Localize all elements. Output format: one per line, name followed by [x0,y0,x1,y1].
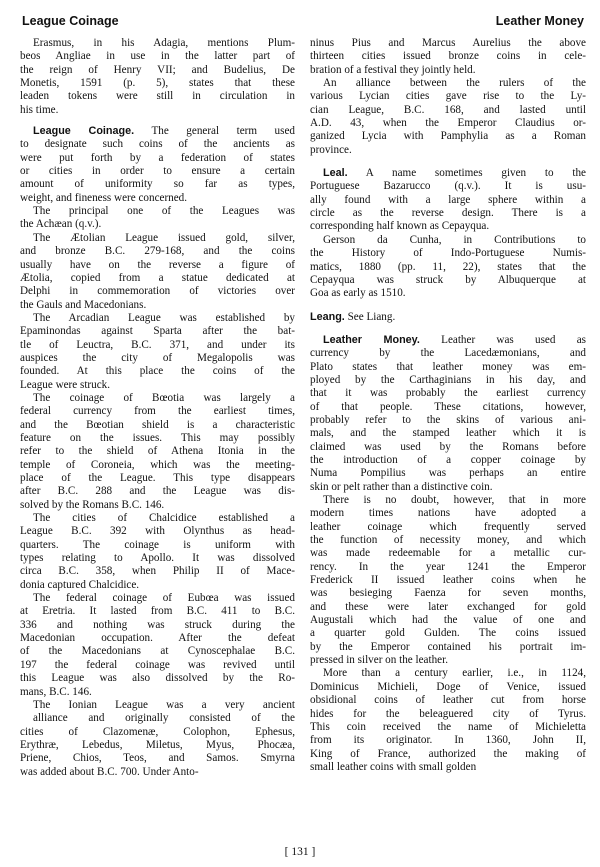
left_column-text-line: alliance and originally consisted of the [33,712,295,725]
left_column-text-line: founded. At this place the coins of the [20,365,295,378]
left_column-text-line: leaden tokens were still in circulation in [20,90,295,103]
right_column-text-line: Portuguese Bazarucco (q.v.). It is usu- [310,180,586,193]
entry-headword: League Coinage. [33,125,135,138]
right_column-text-line: Gerson da Cunha, in Contributions to [323,233,586,246]
right_column-text-line: More than a century earlier, i.e., in 1124, [323,667,586,680]
left_column-text-line: his time. [20,103,59,116]
entry-headword: Leang. [310,310,345,323]
left_column-text-line: federal currency from the earliest times, [20,405,295,418]
paragraph-spacer [20,117,295,125]
left_column-text-line: place of the League. This type disappears [20,472,295,484]
left_column-text-line: the Gauls and Macedonians. [20,298,147,311]
right_column-text-line: There is no doubt, however, that in more [323,494,586,506]
right_column-text-line: the function of necessity money, and which [310,534,586,547]
right_column-text-line: ganized Lycia with Pamphylia as a Roman [310,130,586,143]
left_column-text-line: quarters. The coinage is uniform with [20,538,295,551]
right_column-text-line: circle as the reverse design. There is a [310,207,586,220]
right_column-text-line: thirteen cities issued bronze coins in cele- [310,50,586,63]
right_column-text-line: rency. In the year 1241 the Emperor [310,560,586,573]
right_column-text-line: Plato states that leather money was em- [310,360,586,373]
left_column-text-line: the reign of Henry VII; and Budelius, De [20,63,295,76]
left_column-text-line: auspices the city of Megalopolis was [20,351,295,364]
left-column [20,37,295,779]
right_column-text-line: from its originator. In 1360, John II, [310,734,586,747]
left_column-text-line: 197 the federal coinage was revived until [20,658,295,671]
right_column-text-line: An alliance between the rulers of the [323,77,586,90]
right_column-text-line: the introduction of a copper coinage by [310,453,586,466]
left_column-text-line: mans, B.C. 146. [20,685,92,698]
left_column-text-line: circa B.C. 358, when Philip II of Mace- [20,565,295,578]
right_column-text-line: was besieging Faenza for seven months, [310,587,586,600]
running-header [22,14,584,32]
left_column-text-line: and the Bœotian shield is a characteristic [20,418,295,431]
right_column-text-line: ally found with a large sphere within a [310,193,586,206]
right_column-text-line: leather coinage which frequently served [310,520,586,533]
right_column-text-line: This coin received the name of Michieletta [310,720,586,733]
left_column-text-line: The coinage of Bœotia was largely a [33,391,295,404]
entry-headword: Leal. [323,167,348,180]
left_column-text-line: amount of uniformity so far as types, [20,178,295,191]
paragraph-spacer [310,324,586,334]
right_column-text-line: ployed by the Carthaginians in his day, and [310,373,586,386]
left_column-text-line: Delphi in commemoration of victories over [20,285,295,298]
left_column-text-line: Ætolia, copied from a statue dedicated at [20,271,295,284]
right_column-text-line: hides for the beleaguered city of Tyrus. [310,707,586,720]
right_column-text-line: skin or pelt rather than a distinctive coin. [310,480,493,493]
left_column-text-line: The cities of Chalcidice established a [33,512,295,525]
left_column-text-line: beos Angliae in use in the latter part of [20,50,295,63]
right_column-text-line: claimed was used by the Romans before [310,440,586,453]
right_column-text-line: Cepayqua was struck by Albuquerque at [310,273,586,286]
entry-headword: Leather Money. [323,333,420,346]
left_column-text-line: Priene, Chios, Teos, and Samos. Smyrna [20,752,295,765]
left_column-text-line: the Achæan (q.v.). [20,218,102,231]
header-left-title: League Coinage [22,14,119,28]
right_column-text-line: Leang. See Liang. [310,310,396,323]
right_column-text-line: that it was probably the earliest currency [310,387,586,400]
header-right-title: Leather Money [495,14,584,28]
right_column-text-line: King of France, authorized the making of [310,747,586,760]
paragraph-spacer [310,157,586,167]
left_column-text-line: or cities in order to ensure a certain [20,165,295,178]
left_column-text-line: this League was also dissolved by the Ro- [20,672,295,685]
left_column-text-line: tle of Leuctra, B.C. 371, and under its [20,338,295,351]
left_column-text-line: of the Macedonians at Cynoscephalae B.C. [20,645,295,658]
left_column-text-line: usually have on the reverse a figure of [20,258,295,271]
right_column-text-line: various Lycian cities gave rise to the Ly- [310,90,586,103]
right_column-text-line: of that people. These citations, however, [310,400,586,413]
right_column-text-line: currency by the Lacedæmonians, and [310,347,586,360]
left_column-text-line: was added about B.C. 700. Under Anto- [20,765,199,778]
left_column-text-line: League Coinage. The general term used [33,125,295,138]
right_column-text-line: Leal. A name sometimes given to the [323,167,586,180]
left_column-text-line: League B.C. 392 with Olynthus as head- [20,525,295,538]
left_column-text-line: cities of Clazomenæ, Colophon, Ephesus, [20,725,295,738]
right_column-text-line: a quarter gold Gulden. The coins issued [310,627,586,640]
left_column-text-line: and bronze B.C. 279-168, and the coins [20,245,295,258]
right_column-text-line: pressed in silver on the leather. [310,654,448,667]
right_column-text-line: Frederick II issued leather coins when he [310,574,586,587]
left_column-text-line: refer to the shield of Athena Itonia in the [20,445,295,458]
right_column-text-line: the History of Indo-Portuguese Numis- [310,247,586,260]
left_column-text-line: Epaminondas against Sparta after the bat- [20,325,295,338]
left_column-text-line: solved by the Romans B.C. 146. [20,498,165,511]
right_column-text-line: Goa as early as 1510. [310,287,406,300]
right-column [310,37,586,774]
left_column-text-line: The Arcadian League was established by [33,311,295,324]
right_column-text-line: Dominicus Michieli, Doge of Venice, issued [310,680,586,693]
right_column-text-line: bration of a festival they jointly held. [310,63,476,76]
right_column-text-line: by the Emperor contained his portrait im- [310,640,586,653]
right_column-text-line: obsidional coins of leather cut from horse [310,694,586,707]
right_column-text-line: and these were later exchanged for gold [310,600,586,613]
right_column-text-line: A.D. 43, when the Emperor Claudius or- [310,117,586,130]
left_column-text-line: were put forth by a federation of states [20,151,295,164]
right_column-text-line: probably refer to the skins of various ani- [310,413,586,426]
left_column-text-line: weight, and fineness were concerned. [20,191,188,204]
left_column-text-line: The principal one of the Leagues was [33,205,295,218]
paragraph-spacer [310,301,586,311]
left_column-text-line: donia captured Chalcidice. [20,578,140,591]
right_column-text-line: was made redeemable for a metallic cur- [310,547,586,560]
left_column-text-line: Erasmus, in his Adagia, mentions Plum- [33,37,295,49]
left_column-text-line: Monetis, 1591 (p. 5), states that these [20,77,295,90]
left_column-text-line: after B.C. 288 and the League was dis- [20,485,295,498]
right_column-text-line: Leather Money. Leather was used as [323,333,586,346]
left_column-text-line: temple of Coroneia, which was the meeting- [20,458,295,471]
page-number: [ 131 ] [284,846,316,858]
right_column-text-line: Augustali which had the value of one and [310,614,586,627]
right_column-text-line: province. [310,143,352,156]
right_column-text-line: cian League, B.C. 168, and lasted until [310,103,586,116]
left_column-text-line: The Ionian League was a very ancient [33,698,295,711]
left_column-text-line: 336 and nothing was struck during the [20,618,295,631]
left_column-text-line: types relating to Apollo. It was dissolved [20,552,295,565]
right_column-text-line: ninus Pius and Marcus Aurelius the above [310,37,586,49]
left_column-text-line: The Ætolian League issued gold, silver, [33,231,295,244]
right_column-text-line: small leather coins with small golden [310,760,477,773]
left_column-text-line: The federal coinage of Eubœa was issued [33,592,295,605]
left_column-text-line: League were struck. [20,378,111,391]
left_column-text-line: to designate such coins of the ancients as [20,138,295,151]
right_column-text-line: matics, 1880 (pp. 11, 22), states that the [310,260,586,273]
left_column-text-line: feature on the issues. This may possibly [20,431,295,444]
right_column-text-line: modern times nations have adopted a [310,507,586,520]
right_column-text-line: mals, and the stamped leather which it is [310,427,586,440]
right_column-text-line: corresponding half known as Cepayqua. [310,220,490,233]
left_column-text-line: at Eretria. It lasted from B.C. 411 to B.C. [20,605,295,618]
right_column-text-line: Numa Pompilius was perhaps an entire [310,467,586,480]
left_column-text-line: Erythræ, Lebedus, Miletus, Myus, Phocæa, [20,738,295,751]
left_column-text-line: Macedonian occupation. After the defeat [20,632,295,645]
